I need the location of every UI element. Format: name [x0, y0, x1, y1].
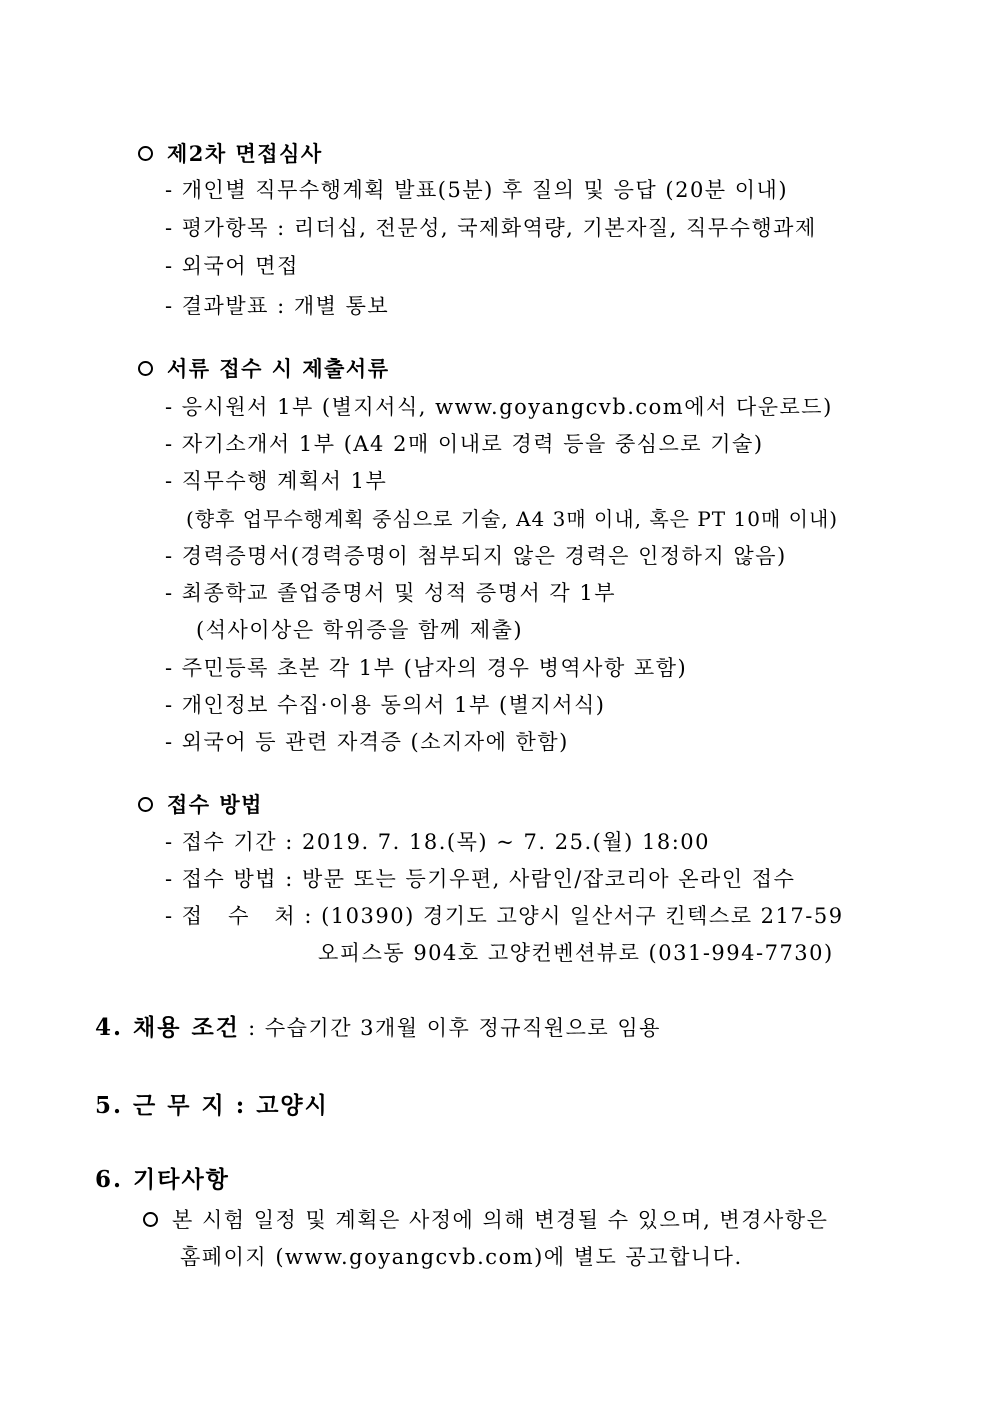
conditions-label: 4. 채용 조건: [95, 1014, 240, 1041]
list-item: - 경력증명서(경력증명이 첨부되지 않은 경력은 인정하지 않음): [165, 544, 787, 568]
list-item: - 평가항목 : 리더십, 전문성, 국제화역량, 기본자질, 직무수행과제: [165, 216, 817, 240]
list-item-continued: 오피스동 904호 고양컨벤션뷰로 (031-994-7730): [318, 941, 834, 965]
circle-bullet-icon: [138, 361, 153, 376]
section-etc-title: 6. 기타사항: [95, 1166, 230, 1193]
list-item: - 최종학교 졸업증명서 및 성적 증명서 각 1부: [165, 581, 617, 605]
section-heading-method: 접수 방법: [138, 792, 263, 818]
section-location: 5. 근 무 지 : 고양시: [95, 1092, 329, 1119]
list-item: - 개인별 직무수행계획 발표(5분) 후 질의 및 응답 (20분 이내): [165, 178, 789, 202]
list-item: - 접수 기간 : 2019. 7. 18.(목) ~ 7. 25.(월) 18:00: [165, 830, 711, 854]
etc-line: 본 시험 일정 및 계획은 사정에 의해 변경될 수 있으며, 변경사항은: [143, 1207, 828, 1233]
list-item: - 외국어 면접: [165, 254, 299, 278]
list-item-note: (석사이상은 학위증을 함께 제출): [196, 618, 524, 642]
list-item: - 직무수행 계획서 1부: [165, 469, 388, 493]
list-item: - 응시원서 1부 (별지서식, www.goyangcvb.com에서 다운로드): [165, 395, 833, 419]
circle-bullet-icon: [143, 1212, 158, 1227]
list-item-note: (향후 업무수행계획 중심으로 기술, A4 3매 이내, 혹은 PT 10매 이내): [186, 507, 839, 531]
conditions-text: : 수습기간 3개월 이후 정규직원으로 임용: [239, 1016, 661, 1040]
list-item: - 외국어 등 관련 자격증 (소지자에 한함): [165, 730, 569, 754]
section-conditions: [95, 1015, 661, 1041]
list-item: - 주민등록 초본 각 1부 (남자의 경우 병역사항 포함): [165, 656, 688, 680]
section-heading-interview: 제2차 면접심사: [138, 141, 323, 167]
circle-bullet-icon: [138, 146, 153, 161]
section-heading-documents: 서류 접수 시 제출서류: [138, 356, 390, 382]
circle-bullet-icon: [138, 797, 153, 812]
list-item: - 자기소개서 1부 (A4 2매 이내로 경력 등을 중심으로 기술): [165, 432, 764, 456]
list-item: - 결과발표 : 개별 통보: [165, 294, 390, 318]
list-item: - 개인정보 수집·이용 동의서 1부 (별지서식): [165, 693, 606, 717]
list-item: - 접 수 처 : (10390) 경기도 고양시 일산서구 킨텍스로 217-59: [165, 904, 844, 928]
list-item: - 접수 방법 : 방문 또는 등기우편, 사람인/잡코리아 온라인 접수: [165, 867, 796, 891]
etc-line-continued: 홈페이지 (www.goyangcvb.com)에 별도 공고합니다.: [180, 1245, 743, 1269]
